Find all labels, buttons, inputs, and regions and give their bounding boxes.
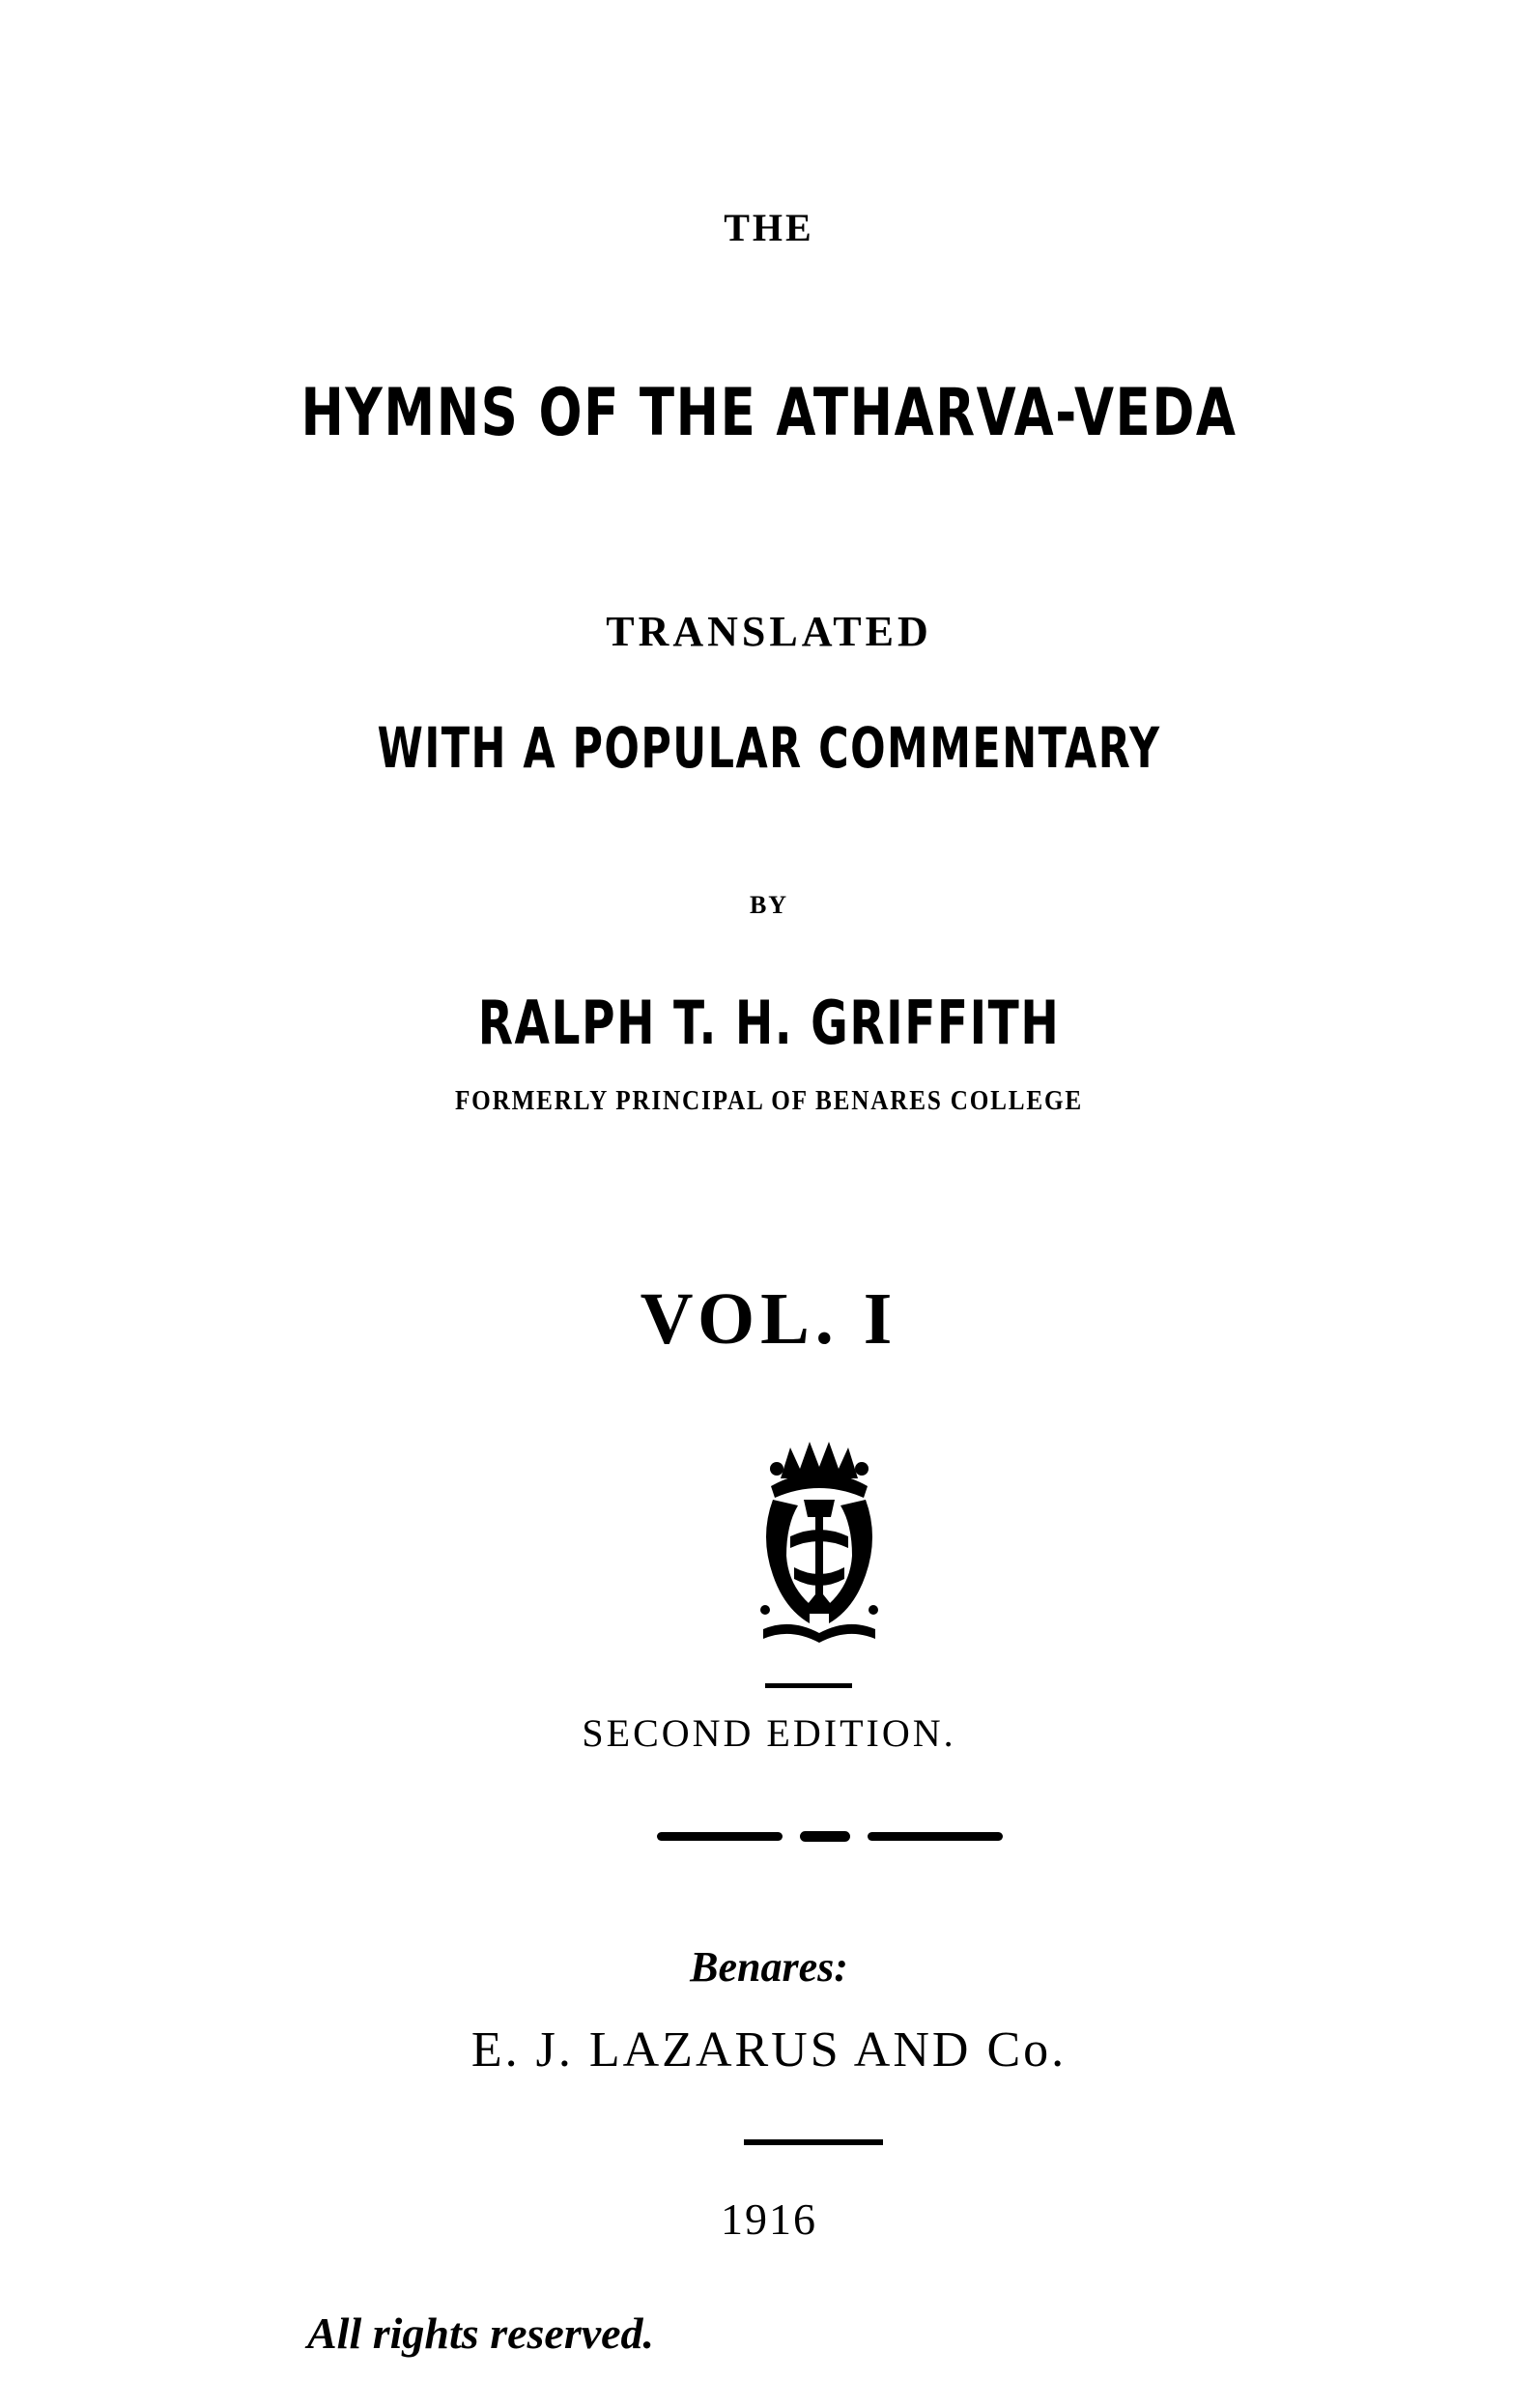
- volume-number: VOL. I: [640, 1278, 898, 1360]
- ornamental-rule-left: [657, 1832, 783, 1841]
- book-title: HYMNS OF THE ATHARVA-VEDA: [300, 375, 1238, 451]
- publisher-monogram-emblem-icon: [752, 1440, 887, 1643]
- author-name: RALPH T. H. GRIFFITH: [477, 988, 1061, 1058]
- publication-year: 1916: [721, 2194, 817, 2244]
- publisher-name: E. J. LAZARUS AND Co.: [470, 2022, 1068, 2078]
- translated-label: TRANSLATED: [606, 608, 932, 655]
- divider-rule: [765, 1683, 852, 1688]
- commentary-line: WITH A POPULAR COMMENTARY: [377, 715, 1161, 781]
- title-article: THE: [724, 206, 814, 249]
- ornamental-rule-right: [868, 1832, 1003, 1841]
- ornamental-rule-center: [800, 1831, 850, 1842]
- rights-notice: All rights reserved.: [307, 2308, 655, 2358]
- divider-rule: [744, 2139, 883, 2145]
- author-credentials: FORMERLY PRINCIPAL OF BENARES COLLEGE: [454, 1086, 1084, 1116]
- publication-place: Benares:: [690, 1943, 848, 1991]
- edition-label: SECOND EDITION.: [582, 1711, 956, 1755]
- by-label: BY: [749, 891, 789, 919]
